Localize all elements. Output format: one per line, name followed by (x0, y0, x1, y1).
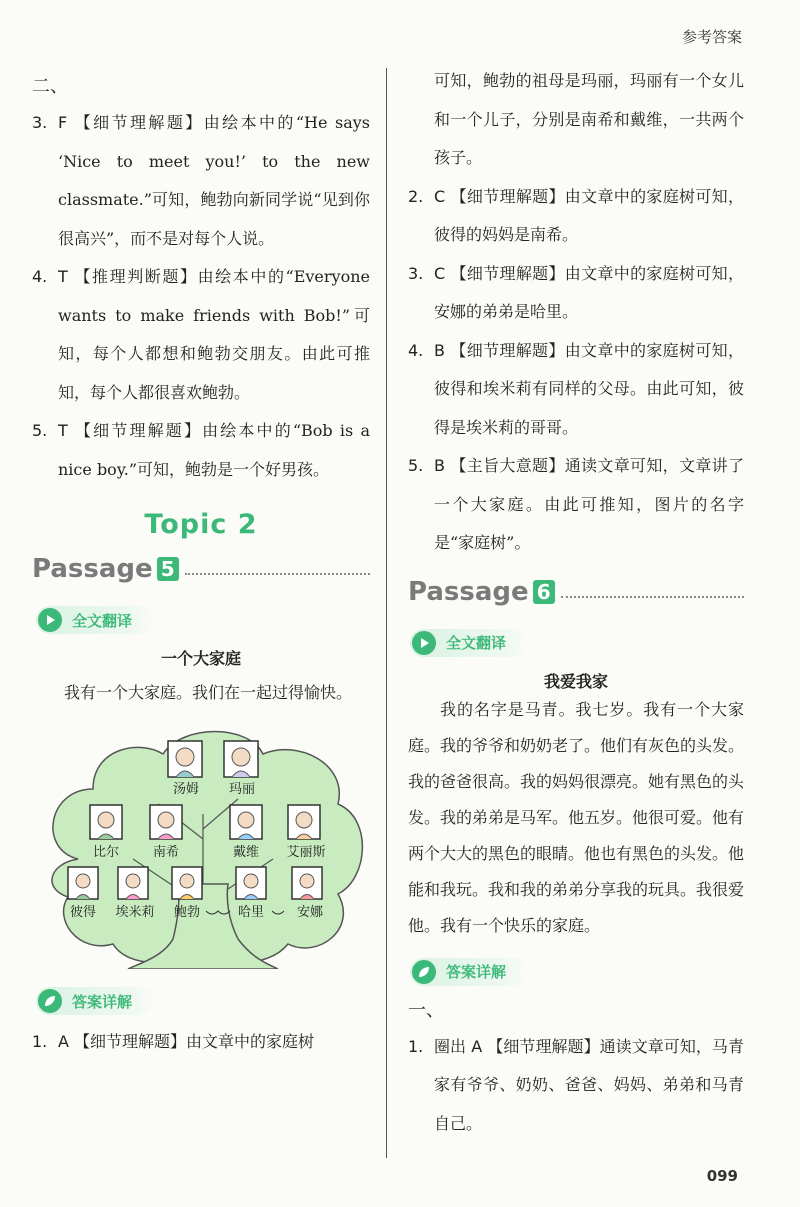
badge-label: 全文翻译 (446, 634, 507, 652)
article-title: 我爱我家 (543, 671, 608, 691)
question-number: 3. (32, 113, 48, 132)
left-column (32, 72, 370, 1062)
tree-name-nancy: 南希 (152, 845, 180, 860)
question-number: 1. (32, 1032, 48, 1051)
question-number: 5. (408, 456, 424, 475)
question-number: 4. (32, 267, 48, 286)
portrait-harry (236, 867, 266, 899)
answer-item (408, 1028, 744, 1144)
topic-title: Topic 2 (144, 509, 258, 540)
tree-name-alice: 艾丽斯 (286, 845, 326, 860)
tree-name-anna: 安娜 (296, 905, 324, 920)
portrait-anna (292, 867, 322, 899)
right-column (408, 62, 744, 1143)
tree-name-peter: 彼得 (69, 905, 97, 920)
answer-letter: T (58, 421, 68, 440)
answer-item (32, 258, 370, 412)
answer-continuation: 可知，鲍勃的祖母是玛丽，玛丽有一个女儿和一个儿子，分别是南希和戴维，一共两个孩子。 (434, 71, 744, 167)
article-title: 一个大家庭 (160, 649, 241, 668)
tree-name-emily: 埃米莉 (115, 905, 155, 920)
answer-letter: B (434, 456, 445, 475)
answer-letter: C (434, 263, 446, 283)
portrait-peter (68, 867, 98, 899)
answer-explanation: 【细节理解题】由文章中的家庭树可知，彼得的妈妈是南希。 (434, 186, 744, 244)
leaf-icon (38, 989, 62, 1013)
passage-word: Passage (32, 554, 153, 584)
portrait-emily (118, 867, 148, 899)
passage-number: 6 (533, 580, 555, 604)
family-tree (38, 719, 368, 969)
answer-letter: A (58, 1032, 69, 1051)
answer-item (408, 178, 744, 255)
column-divider (386, 68, 387, 1158)
passage-heading (408, 577, 744, 607)
portrait-alice (288, 805, 320, 839)
portrait-mary (224, 741, 258, 777)
section-heading: 二、 (32, 76, 68, 97)
tree-name-mary: 玛丽 (228, 782, 256, 797)
section-heading: 一、 (408, 999, 444, 1021)
answer-item (32, 412, 370, 489)
answer-item (32, 1023, 370, 1062)
answer-letter: 圈出 A (434, 1036, 483, 1056)
dotted-rule (561, 596, 744, 598)
article-paragraph: 我的名字是马青。我七岁。我有一个大家庭。我的爷爷和奶奶老了。他们有灰色的头发。我的爸爸很高。我的妈妈很漂亮。她有黑色的头发。我的弟弟是马军。他五岁。他很可爱。他有两个大大的黑色的眼睛。他也有黑色的头发。他能和我玩。我和我的弟弟分享我的玩具。我很爱他。我有一个快乐的家庭。 (408, 699, 745, 935)
portrait-nancy (150, 805, 182, 839)
portrait-bob (172, 867, 202, 899)
header-label: 参考答案 (681, 28, 742, 46)
portrait-tom (168, 741, 202, 777)
tree-name-bob: 鲍勃 (173, 905, 201, 920)
question-number: 3. (408, 263, 424, 283)
badge-label: 答案详解 (72, 992, 133, 1011)
question-number: 4. (408, 340, 424, 360)
passage-heading (32, 554, 370, 584)
tree-name-tom: 汤姆 (172, 782, 200, 797)
answers-badge (36, 987, 154, 1015)
answer-letter: F (58, 113, 68, 132)
portrait-bill (90, 805, 122, 839)
answer-item (408, 447, 744, 563)
answer-letter: B (434, 340, 445, 360)
tree-name-bill: 比尔 (92, 845, 120, 860)
answer-letter: C (434, 186, 446, 206)
tree-name-harry: 哈里 (237, 905, 265, 920)
question-number: 5. (32, 421, 48, 440)
translation-badge (36, 606, 154, 634)
passage-number: 5 (157, 557, 179, 581)
answer-explanation: 【细节理解题】由绘本中的“Bob is a nice boy.”可知，鲍勃是一个好男孩。 (58, 421, 370, 479)
badge-label: 全文翻译 (72, 611, 133, 630)
portrait-david (230, 805, 262, 839)
answers-badge (410, 958, 528, 986)
answer-item (408, 332, 744, 448)
answer-item (32, 104, 370, 258)
page-number: 099 (706, 1167, 738, 1185)
answer-explanation: 【细节理解题】通读文章可知，马青家有爷爷、奶奶、爸爸、妈妈、弟弟和马青自己。 (434, 1036, 744, 1133)
answer-explanation: 【细节理解题】由文章中的家庭树可知，彼得和埃米莉有同样的父母。由此可知，彼得是埃米莉的哥哥。 (434, 340, 744, 437)
passage-word: Passage (408, 576, 529, 607)
answer-explanation: 【推理判断题】由绘本中的“Everyone wants to make friends with Bob!”可知，每个人都想和鲍勃交朋友。由此可推知，每个人都很喜欢鲍勃。 (58, 267, 370, 402)
answer-explanation: 【细节理解题】由文章中的家庭树可知，安娜的弟弟是哈里。 (434, 263, 744, 321)
badge-label: 答案详解 (446, 963, 507, 981)
tree-name-david: 戴维 (232, 845, 260, 860)
question-number: 2. (408, 186, 424, 206)
answer-explanation: 【细节理解题】由绘本中的“He says ‘Nice to meet you!’ to the new classmate.”可知，鲍勃向新同学说“见到你很高兴”，而不是对每个人说。 (58, 113, 370, 248)
play-icon (38, 608, 62, 632)
dotted-rule (185, 573, 370, 575)
translation-badge (410, 629, 528, 657)
article-paragraph: 我有一个大家庭。我们在一起过得愉快。 (64, 683, 353, 702)
answer-explanation: 【细节理解题】由文章中的家庭树 (74, 1032, 315, 1051)
play-icon (412, 631, 436, 655)
leaf-icon (412, 960, 436, 984)
question-number: 1. (408, 1036, 424, 1056)
answer-letter: T (58, 267, 68, 286)
answer-explanation: 【主旨大意题】通读文章可知，文章讲了一个大家庭。由此可推知，图片的名字是“家庭树”。 (434, 456, 744, 552)
answer-item (408, 255, 744, 332)
